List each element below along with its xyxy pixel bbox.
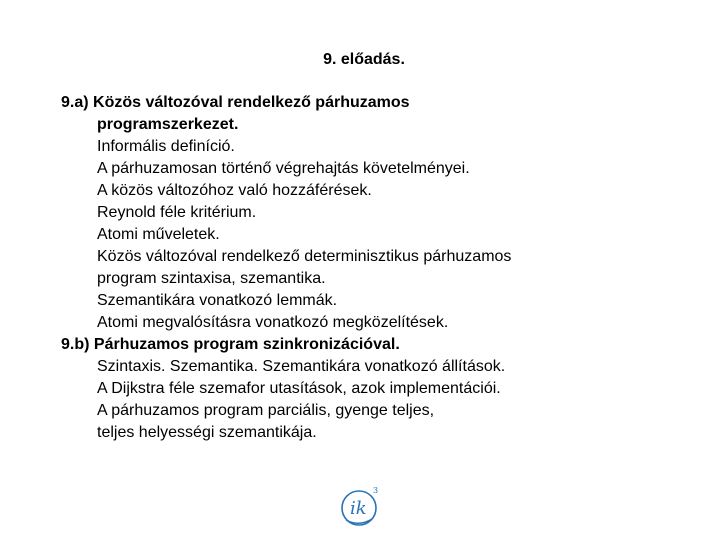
section-a-item: Reynold féle kritérium. bbox=[97, 204, 257, 221]
section-b-heading: 9.b) Párhuzamos program szinkronizációval. bbox=[61, 336, 400, 353]
section-a-item: Szemantikára vonatkozó lemmák. bbox=[97, 292, 338, 309]
slide-title: 9. előadás. bbox=[323, 51, 405, 68]
section-b-item: Szintaxis. Szemantika. Szemantikára vonatkozó állítások. bbox=[97, 358, 506, 375]
section-b-item: A párhuzamos program parciális, gyenge teljes, bbox=[97, 402, 435, 419]
section-a-item: program szintaxisa, szemantika. bbox=[97, 270, 326, 287]
section-b-item: teljes helyességi szemantikája. bbox=[97, 424, 317, 441]
slide-content bbox=[61, 92, 661, 444]
logo-text: ik bbox=[350, 498, 367, 519]
section-a-item: A közös változóhoz való hozzáférések. bbox=[97, 182, 372, 199]
ik-logo-icon bbox=[338, 483, 384, 529]
section-a-heading: 9.a) Közös változóval rendelkező párhuzamos bbox=[61, 94, 410, 111]
section-a-item: Informális definíció. bbox=[97, 138, 235, 155]
section-a-item: Atomi műveletek. bbox=[97, 226, 220, 243]
section-b-item: A Dijkstra féle szemafor utasítások, azok implementációi. bbox=[97, 380, 501, 397]
section-a-item: Közös változóval rendelkező determinisztikus párhuzamos bbox=[97, 248, 512, 265]
section-a-heading-continuation: programszerkezet. bbox=[97, 116, 239, 133]
section-a-item: Atomi megvalósításra vonatkozó megközelítések. bbox=[97, 314, 449, 331]
section-a-item: A párhuzamosan történő végrehajtás követelményei. bbox=[97, 160, 470, 177]
logo-superscript: 3 bbox=[373, 486, 379, 495]
